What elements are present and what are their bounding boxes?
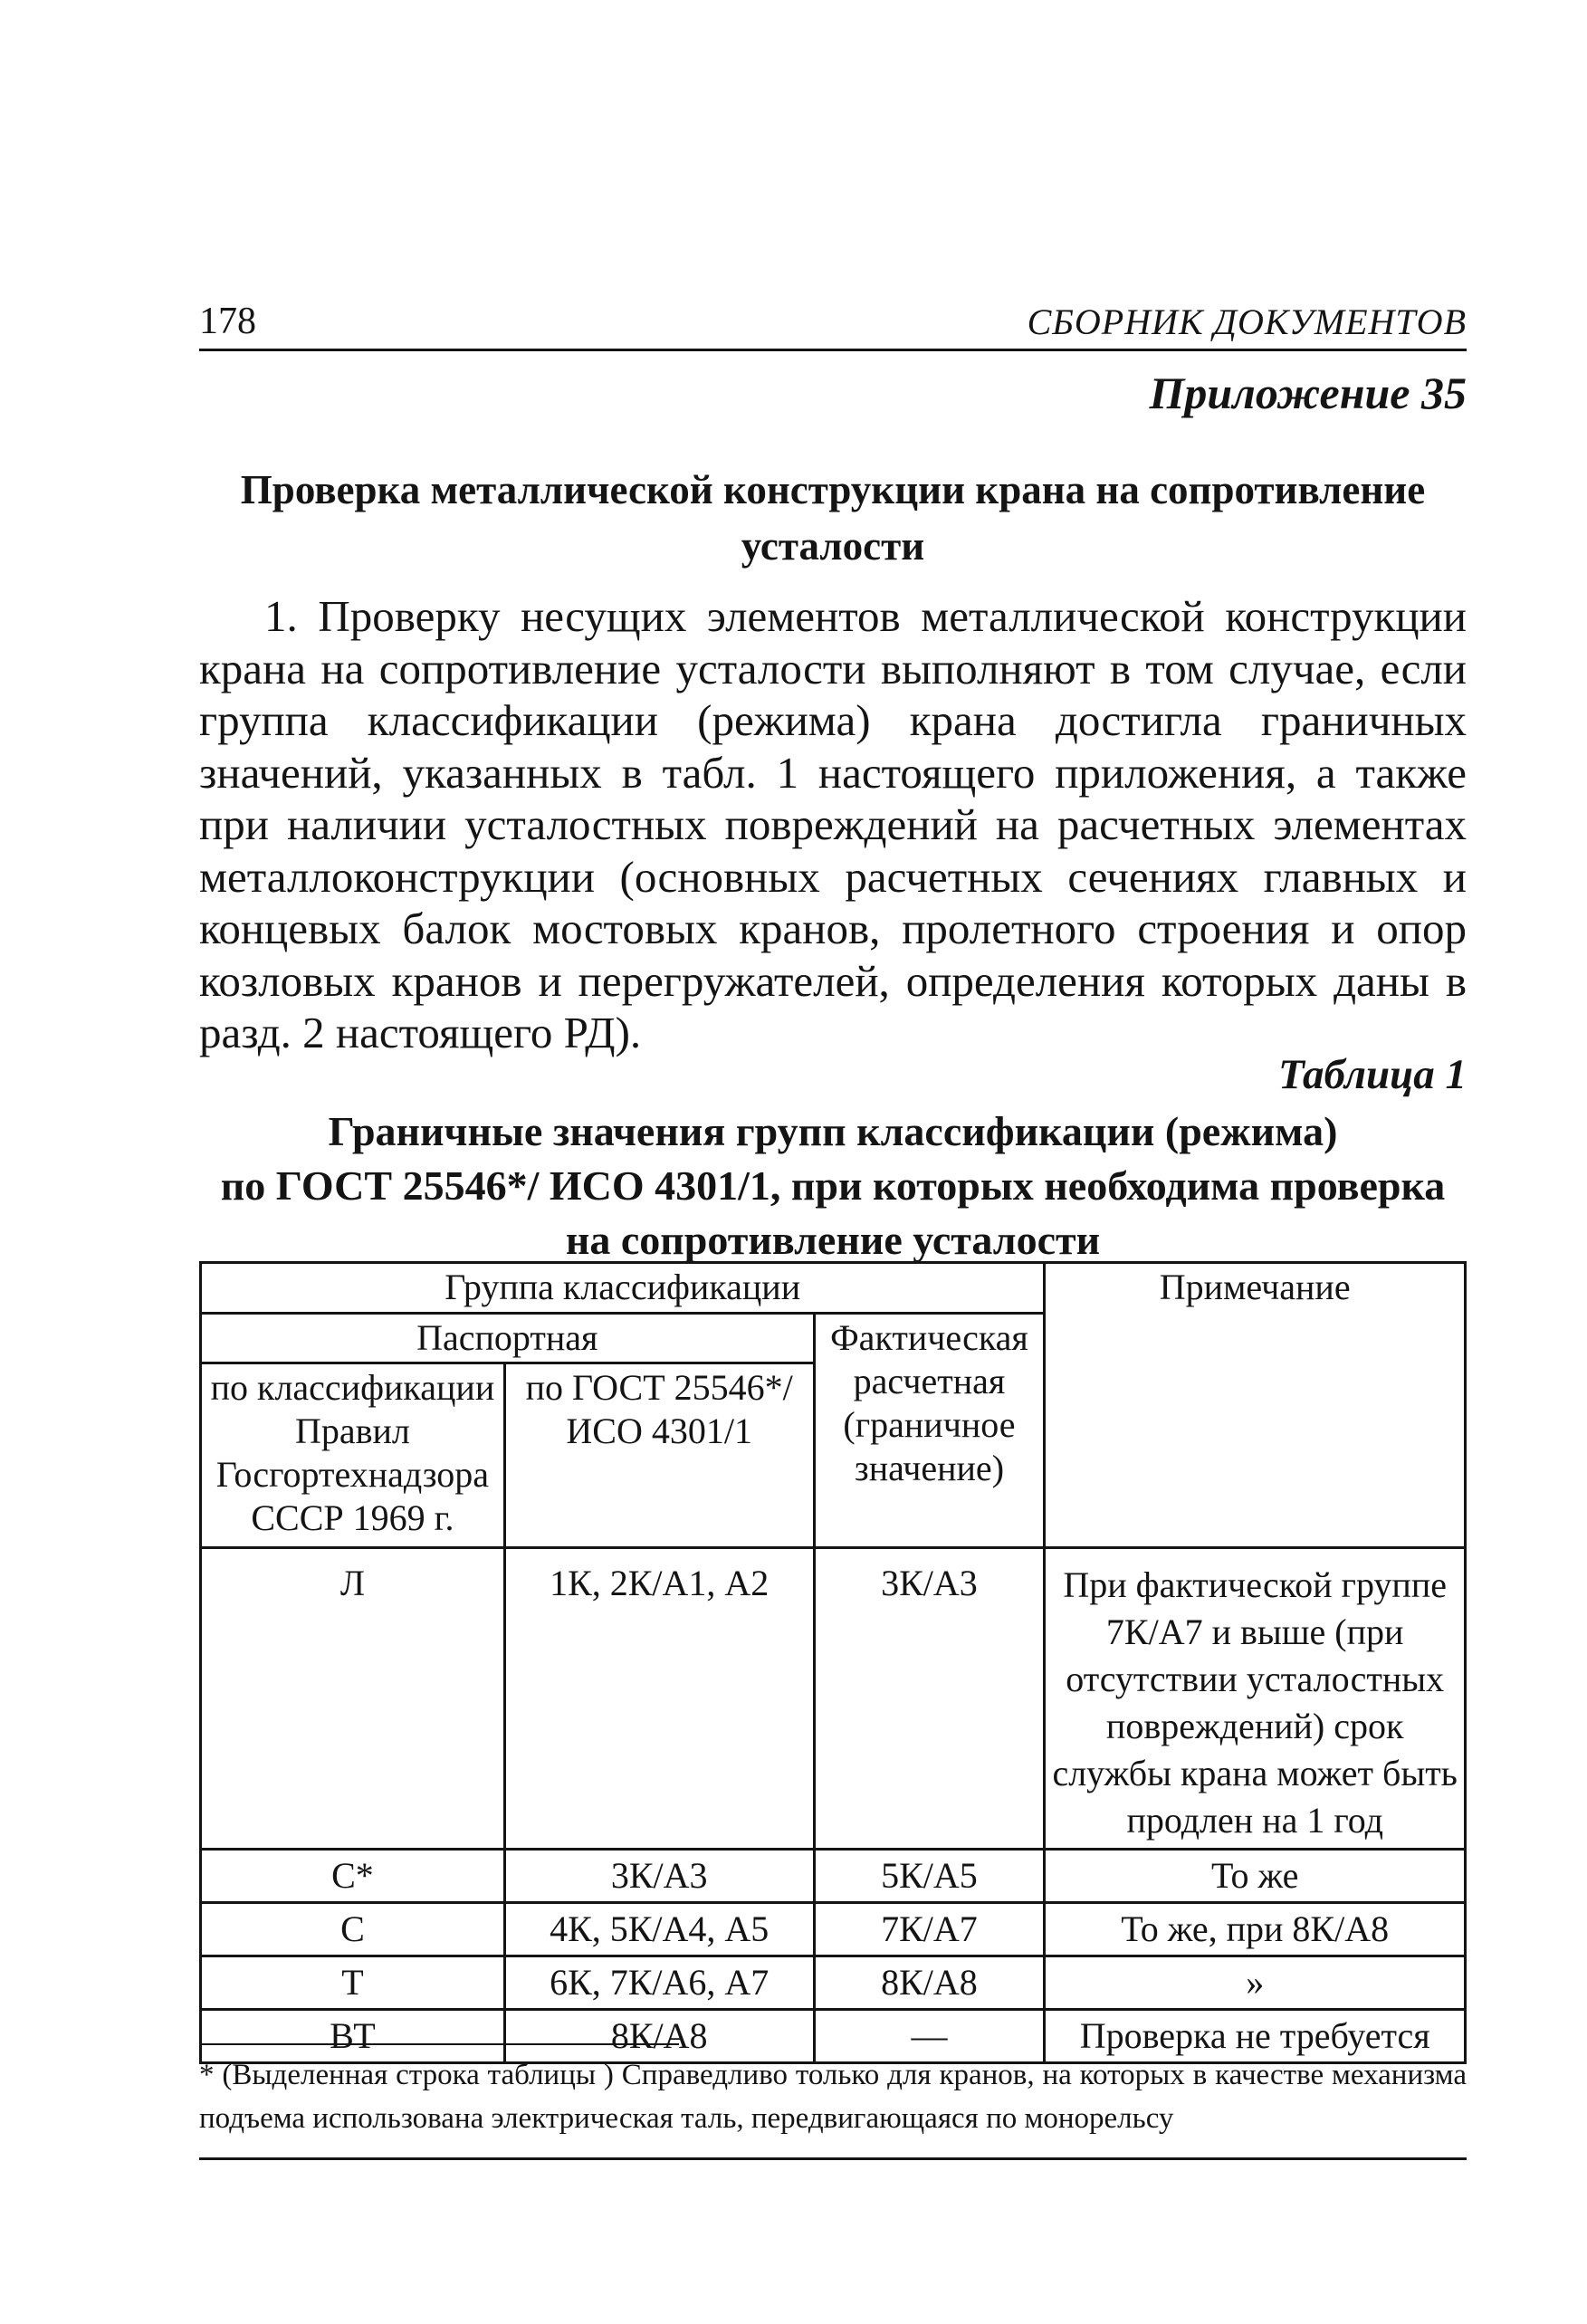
cell-note: То же <box>1045 1850 1466 1903</box>
section-title-line: усталости <box>741 523 925 569</box>
cell-gosgor: С* <box>201 1850 505 1903</box>
table-title-line: на сопротивление усталости <box>565 1217 1101 1263</box>
cell-gost: 3К/А3 <box>504 1850 814 1903</box>
cell-actual: — <box>814 2010 1045 2063</box>
cell-gost: 4К, 5К/А4, А5 <box>504 1903 814 1956</box>
header-gosgor: по классификации Правил Госгортехнадзора СССР 1969 г. <box>201 1363 505 1548</box>
cell-gost: 1К, 2К/А1, А2 <box>504 1548 814 1850</box>
table-row <box>201 1956 1466 2010</box>
bottom-divider <box>199 2157 1467 2160</box>
table-title-line: Граничные значения групп классификации (режима) <box>328 1108 1338 1154</box>
classification-table <box>199 1261 1467 2064</box>
running-title: СБОРНИК ДОКУМЕНТОВ <box>1027 301 1467 342</box>
header-note: Примечание <box>1045 1263 1466 1548</box>
table-row <box>201 1850 1466 1903</box>
page-header <box>199 294 1467 351</box>
header-passport: Паспортная <box>201 1314 815 1363</box>
footnote: * (Выделенная строка таблицы ) Справедливо только для кранов, на которых в качестве механизма подъема использована электрическая таль, передвигающаяся по монорельсу <box>199 2059 1467 2135</box>
cell-note: Проверка не требуется <box>1045 2010 1466 2063</box>
cell-actual: 3К/А3 <box>814 1548 1045 1850</box>
cell-note: При фактической группе 7К/А7 и выше (при отсутствии усталостных повреждений) срок службы крана может быть продлен на 1 год <box>1045 1548 1466 1850</box>
header-actual: Фактическая расчетная (граничное значение) <box>814 1314 1045 1548</box>
table-header-row <box>201 1263 1466 1314</box>
cell-gost: 6К, 7К/А6, А7 <box>504 1956 814 2010</box>
footnote-separator <box>199 2043 679 2045</box>
page-number: 178 <box>199 301 256 342</box>
cell-gosgor: Л <box>201 1548 505 1850</box>
section-title <box>199 462 1467 574</box>
cell-actual: 5К/А5 <box>814 1850 1045 1903</box>
header-group: Группа классификации <box>201 1263 1045 1314</box>
cell-gosgor: ВТ <box>201 2010 505 2063</box>
table-title-line: по ГОСТ 25546*/ ИСО 4301/1, при которых необходима проверка <box>220 1162 1446 1209</box>
table-label: Таблица 1 <box>1278 1051 1467 1098</box>
cell-gosgor: С <box>201 1903 505 1956</box>
table-title <box>199 1105 1467 1267</box>
table-row <box>201 1548 1466 1850</box>
cell-note: » <box>1045 1956 1466 2010</box>
cell-gost: 8К/А8 <box>504 2010 814 2063</box>
cell-note: То же, при 8К/А8 <box>1045 1903 1466 1956</box>
body-paragraph: 1. Проверку несущих элементов металлической конструкции крана на сопротивление усталости выполняют в том случае, если группа классификации (режима) крана достигла граничных значений, указанных в табл. 1 настоящего приложения, а также при наличии усталостных повреждений на расчетных элементах металлоконструкции (основных расчетных сечениях главных и концевых балок мостовых кранов, пролетного строения и опор козловых кранов и перегружателей, определения которых даны в разд. 2 настоящего РД). <box>199 591 1467 1057</box>
header-gost: по ГОСТ 25546*/ ИСО 4301/1 <box>504 1363 814 1548</box>
cell-gosgor: Т <box>201 1956 505 2010</box>
cell-actual: 8К/А8 <box>814 1956 1045 2010</box>
section-title-line: Проверка металлической конструкции крана на сопротивление <box>240 467 1426 512</box>
table-row <box>201 1903 1466 1956</box>
appendix-label: Приложение 35 <box>1149 368 1467 418</box>
cell-actual: 7К/А7 <box>814 1903 1045 1956</box>
